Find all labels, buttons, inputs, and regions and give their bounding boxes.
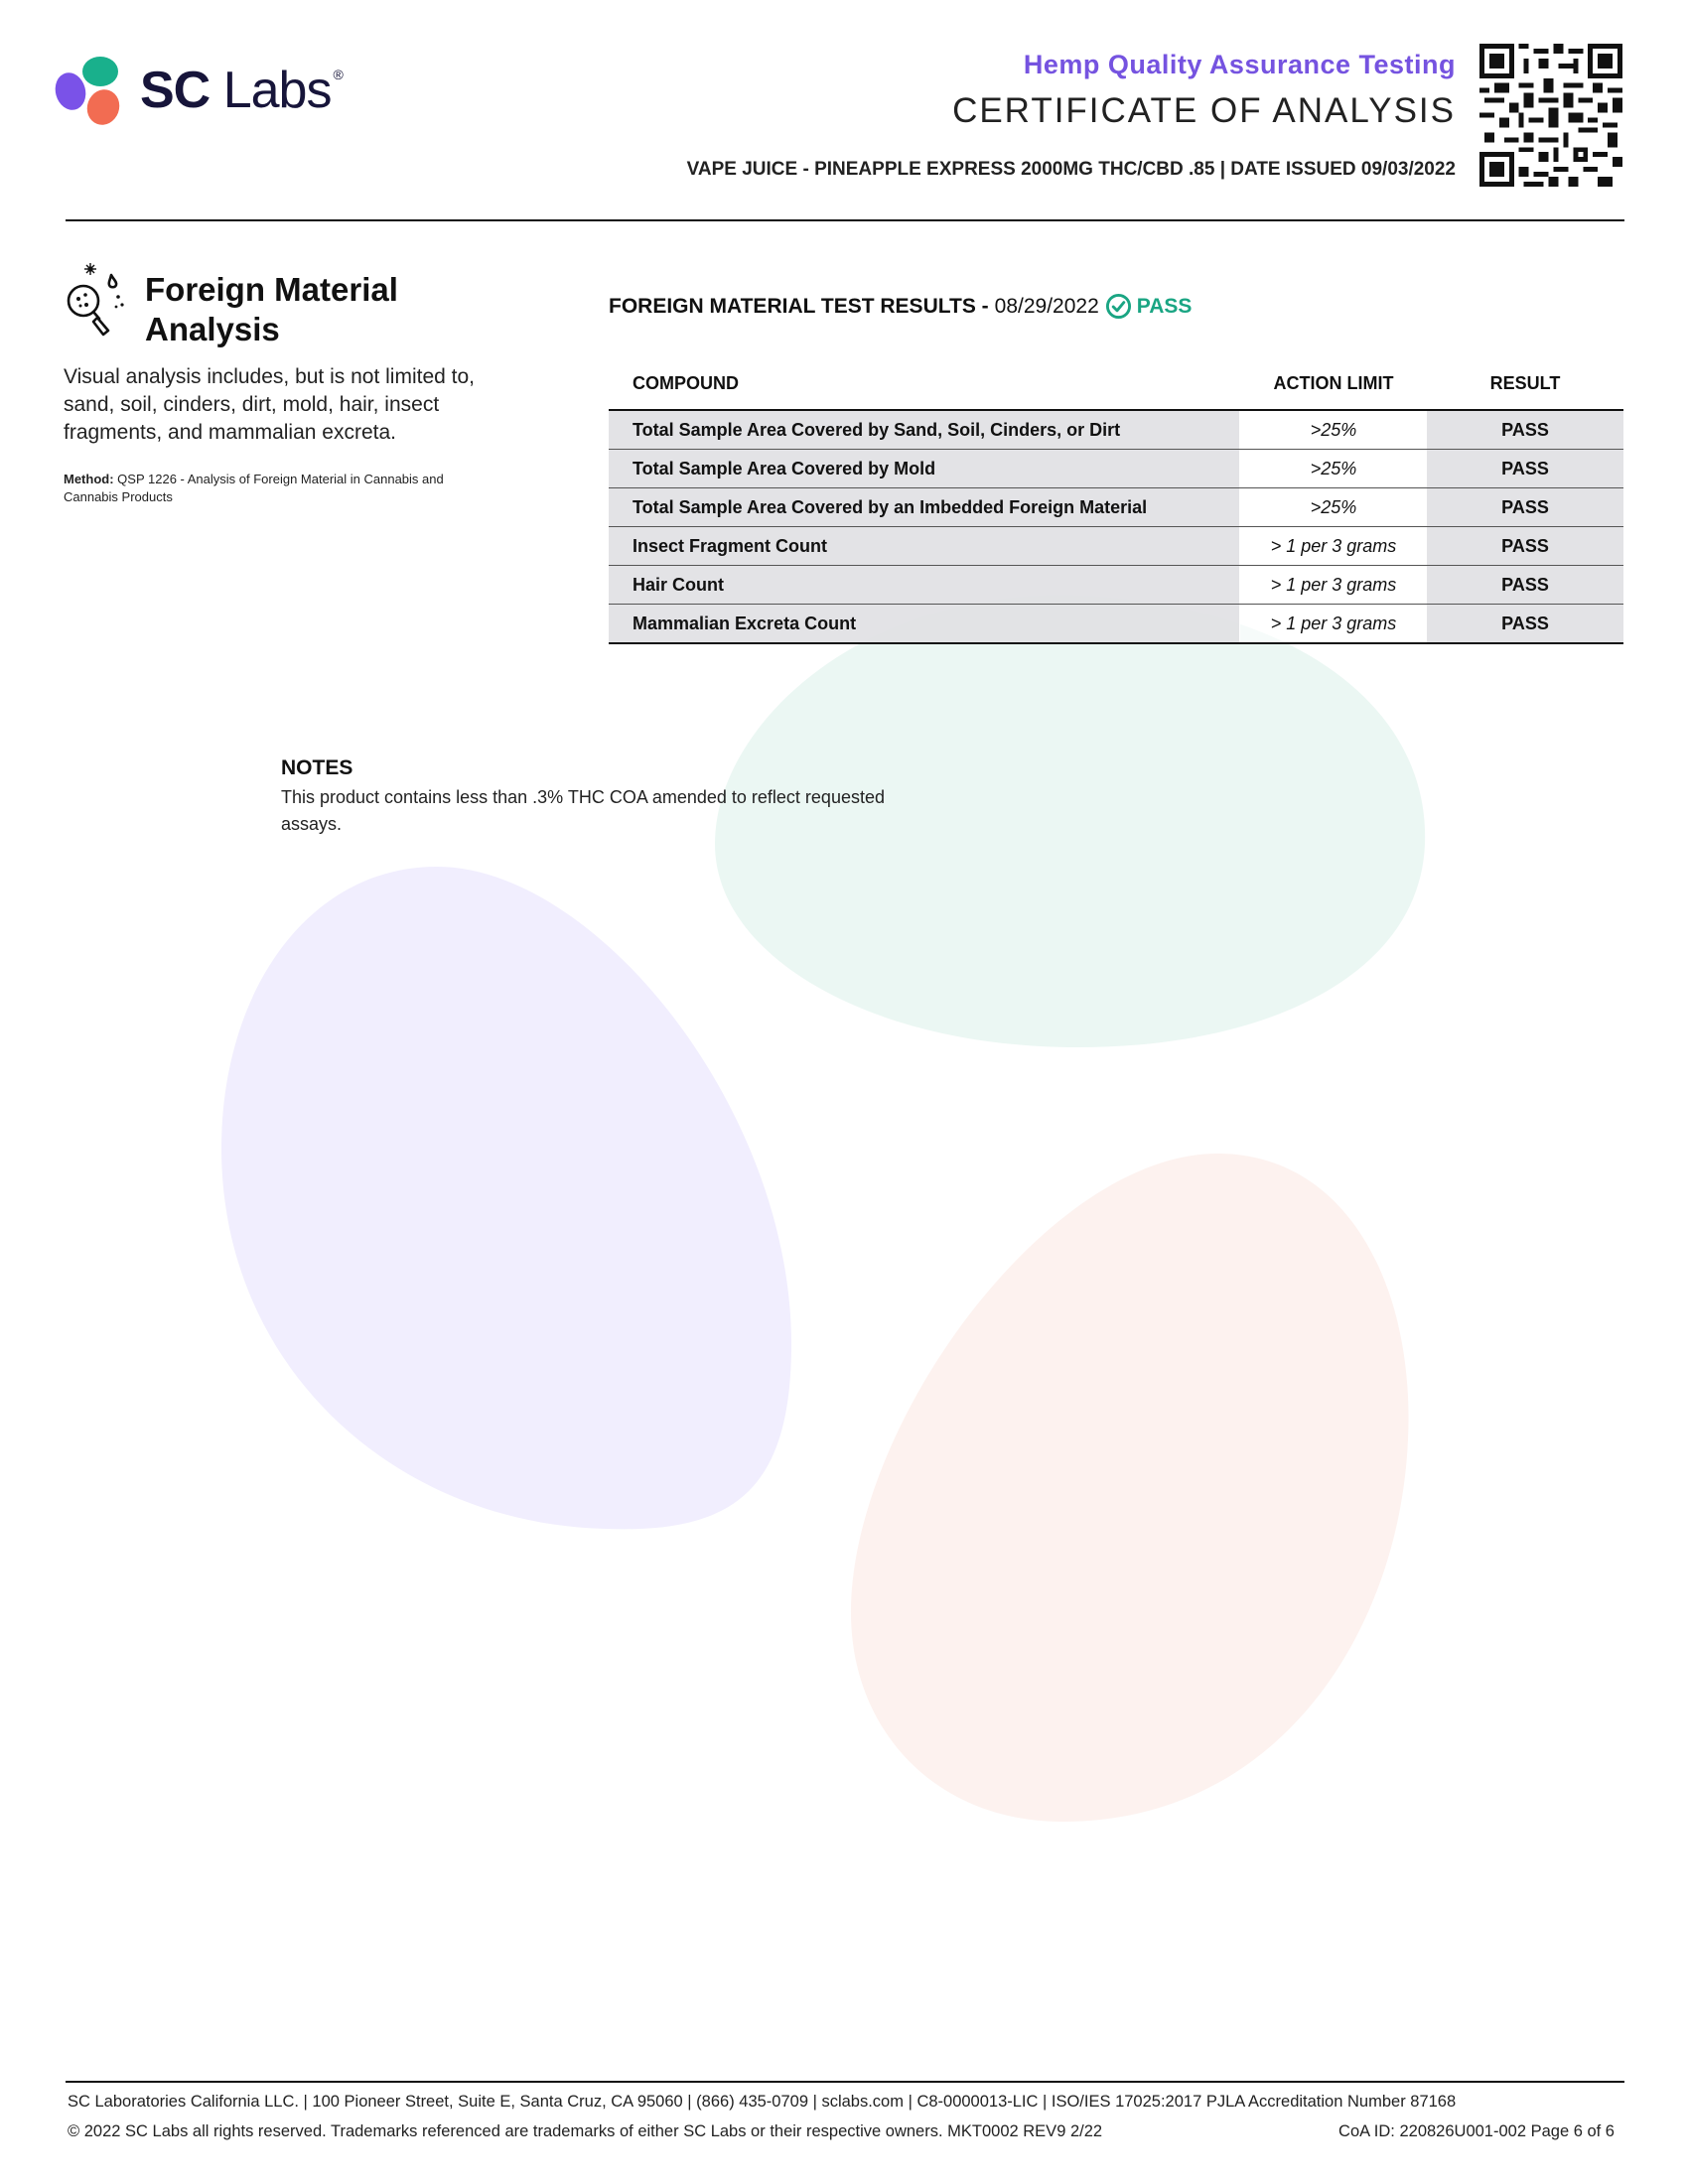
cell-action-limit: > 1 per 3 grams — [1240, 605, 1427, 642]
method-text: QSP 1226 - Analysis of Foreign Material in Cannabis and Cannabis Products — [64, 472, 444, 504]
footer-copyright-line: © 2022 SC Labs all rights reserved. Trademarks referenced are trademarks of either SC Labs or their respective owners. MKT0002 REV9 2/22 — [68, 2122, 1103, 2140]
column-header-action-limit: ACTION LIMIT — [1273, 372, 1394, 393]
results-heading-date: 08/29/2022 — [994, 294, 1099, 318]
logo-registered-mark: ® — [333, 67, 343, 82]
table-row — [609, 566, 1623, 605]
cell-result: PASS — [1427, 527, 1623, 565]
results-heading-label: FOREIGN MATERIAL TEST RESULTS - — [609, 294, 989, 318]
notes-text: This product contains less than .3% THC COA amended to reflect requested assays. — [281, 787, 885, 834]
table-header — [609, 357, 1623, 411]
logo-wordmark — [140, 61, 343, 120]
footer-divider — [66, 2081, 1624, 2083]
cell-action-limit: >25% — [1240, 411, 1427, 449]
cell-compound: Total Sample Area Covered by Sand, Soil, Cinders, or Dirt — [609, 411, 1240, 449]
logo-wordmark-bold: SC — [140, 62, 211, 119]
notes-title: NOTES — [281, 756, 353, 779]
header-subtitle: Hemp Quality Assurance Testing — [1023, 50, 1456, 79]
cell-result: PASS — [1427, 566, 1623, 604]
footer-address-line: SC Laboratories California LLC. | 100 Pioneer Street, Suite E, Santa Cruz, CA 95060 | (866) 435-0709 | sclabs.com | C8-0000013-LIC | ISO/IES 17025:2017 PJLA Accreditation Number 87168 — [68, 2093, 1457, 2111]
cell-result: PASS — [1427, 450, 1623, 487]
sc-labs-logo — [55, 55, 343, 126]
header-title: CERTIFICATE OF ANALYSIS — [952, 91, 1456, 130]
method-label: Method: — [64, 472, 114, 486]
section-title: Foreign Material Analysis — [145, 271, 398, 347]
cell-compound: Total Sample Area Covered by an Imbedded Foreign Material — [609, 488, 1240, 526]
check-circle-icon — [1105, 293, 1132, 320]
header-product-line: VAPE JUICE - PINEAPPLE EXPRESS 2000MG THC/CBD .85 | DATE ISSUED 09/03/2022 — [686, 159, 1456, 180]
column-header-result: RESULT — [1489, 372, 1561, 393]
cell-compound: Insect Fragment Count — [609, 527, 1240, 565]
cell-result: PASS — [1427, 411, 1623, 449]
section-description: Visual analysis includes, but is not limited to, sand, soil, cinders, dirt, mold, hair, insect fragments, and mammalian excreta. — [64, 365, 475, 444]
cell-action-limit: >25% — [1240, 488, 1427, 526]
method-note — [64, 471, 481, 506]
table-row — [609, 527, 1623, 566]
cell-compound: Mammalian Excreta Count — [609, 605, 1240, 642]
magnifier-icon — [62, 263, 127, 339]
column-header-compound: COMPOUND — [633, 372, 739, 393]
table-row — [609, 488, 1623, 527]
cell-result: PASS — [1427, 605, 1623, 642]
cell-compound: Hair Count — [609, 566, 1240, 604]
cell-compound: Total Sample Area Covered by Mold — [609, 450, 1240, 487]
logo-wordmark-light: Labs — [222, 62, 332, 119]
header-divider — [66, 219, 1624, 221]
table-row — [609, 450, 1623, 488]
results-table — [609, 357, 1623, 644]
cell-result: PASS — [1427, 488, 1623, 526]
cell-action-limit: >25% — [1240, 450, 1427, 487]
cell-action-limit: > 1 per 3 grams — [1240, 527, 1427, 565]
table-row — [609, 411, 1623, 450]
footer-coa-id: CoA ID: 220826U001-002 Page 6 of 6 — [1338, 2122, 1615, 2140]
cell-action-limit: > 1 per 3 grams — [1240, 566, 1427, 604]
results-heading-status: PASS — [1136, 294, 1193, 318]
results-heading — [609, 293, 1192, 320]
qr-code-icon — [1479, 44, 1622, 187]
sc-labs-logo-icon — [55, 55, 124, 126]
table-row — [609, 605, 1623, 644]
